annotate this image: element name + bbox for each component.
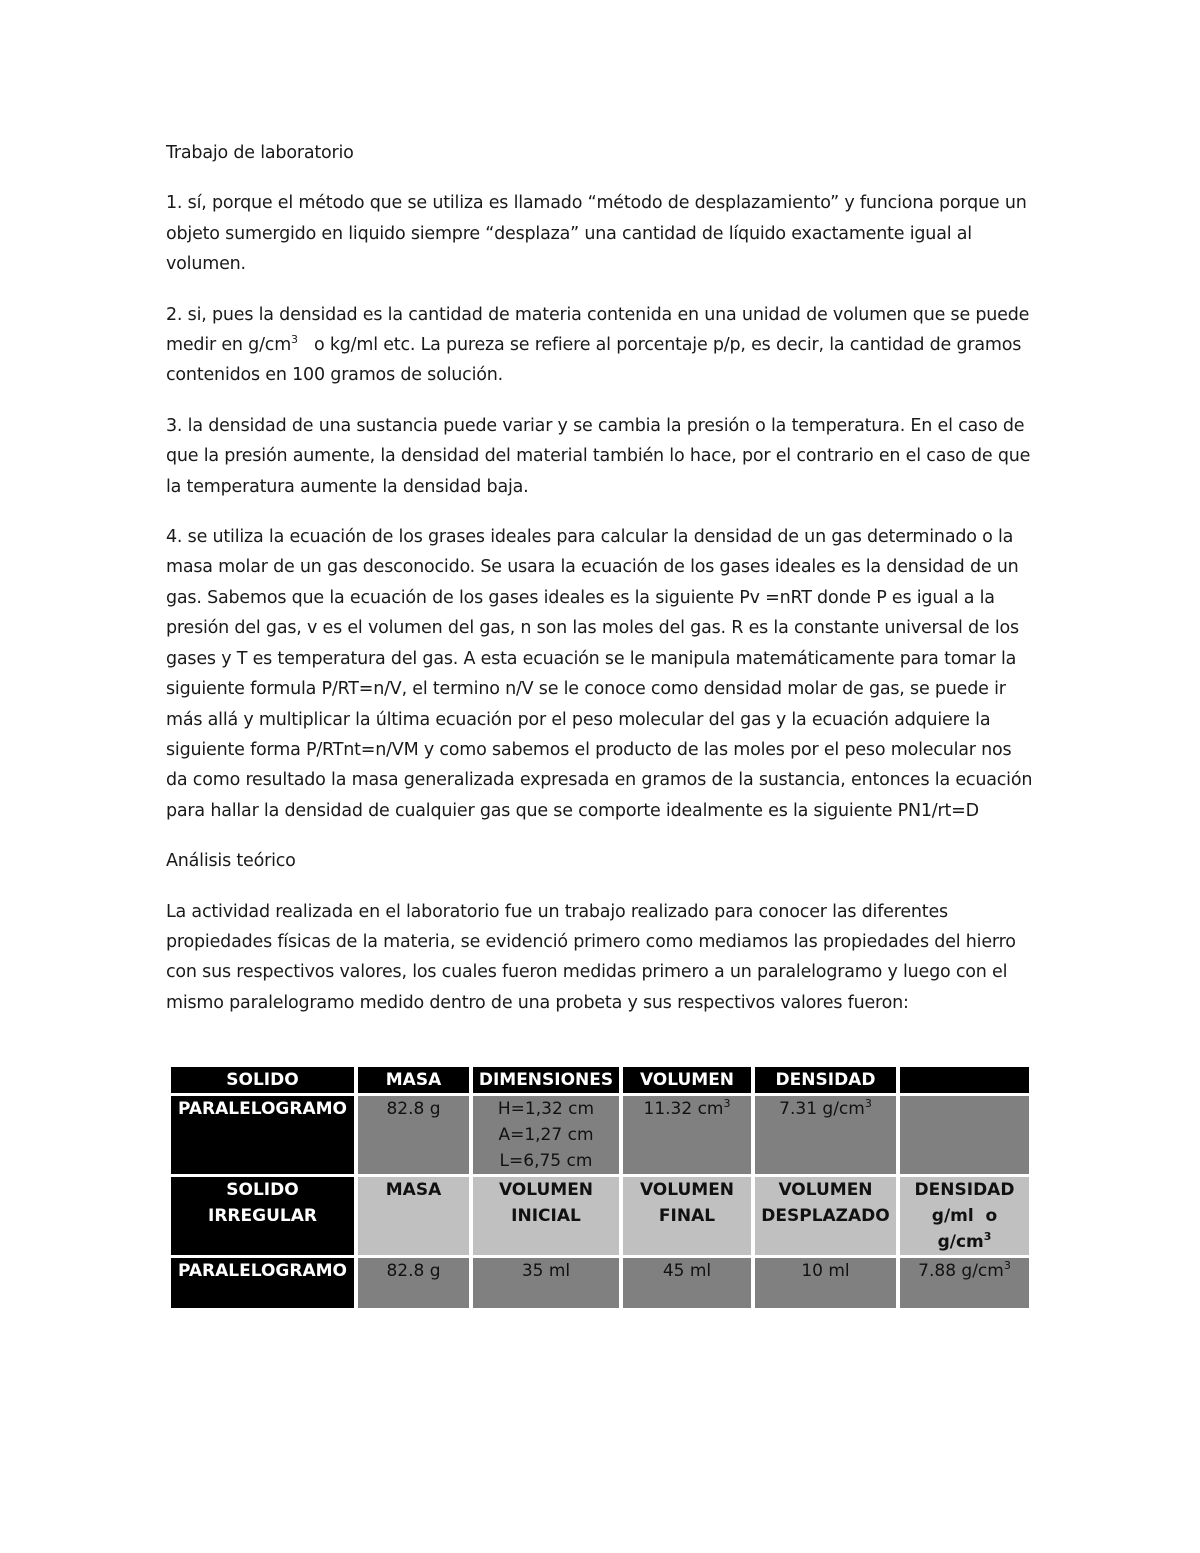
answer-2 — [166, 300, 1036, 391]
row1-name: PARALELOGRAMO — [171, 1096, 354, 1174]
subheader-vd-line1: VOLUMEN — [778, 1180, 873, 1200]
table-row — [171, 1096, 1029, 1174]
subheader-d-line2: g/ml o — [931, 1206, 998, 1226]
row2-volumen-final: 45 ml — [623, 1258, 751, 1308]
row2-name: PARALELOGRAMO — [171, 1258, 354, 1308]
row1-dim-h: H=1,32 cm — [497, 1099, 595, 1119]
document-body — [166, 138, 1036, 1038]
answer-4: 4. se utiliza la ecuación de los grases ideales para calcular la densidad de un gas determinado o la masa molar de un gas desconocido. Se usara la ecuación de los gases ideales es la densidad de un gas. Sabemos que la ecuación de los gases ideales es la siguiente Pv =nRT donde P es igual a la presión del gas, v es el volumen del gas, n son las moles del gas. R es la constante universal de los gases y T es temperatura del gas. A esta ecuación se le manipula matemáticamente para tomar la siguiente formula P/RT=n/V, el termino n/V se le conoce como densidad molar de gas, se puede ir más allá y multiplicar la última ecuación por el peso molecular del gas y la ecuación adquiere la siguiente forma P/RTnt=n/VM y como sabemos el producto de las moles por el peso molecular nos da como resultado la masa generalizada expresada en gramos de la sustancia, entonces la ecuación para hallar la densidad de cualquier gas que se comporte idealmente es la siguiente PN1/rt=D — [166, 527, 1033, 821]
row2-densidad-value: 7.88 g/cm — [918, 1261, 1004, 1281]
row1-masa: 82.8 g — [358, 1096, 469, 1174]
subheader-volumen-inicial — [473, 1177, 619, 1255]
row1-volumen-value: 11.32 cm — [643, 1099, 724, 1119]
subheader-solido-line1: SOLIDO — [226, 1180, 299, 1200]
answer-3: 3. la densidad de una sustancia puede variar y se cambia la presión o la temperatura. En el caso de que la presión aumente, la densidad del material también lo hace, por el contrario en el caso de que la temperatura aumente la densidad baja. — [166, 415, 1031, 497]
subheader-vf-line2: FINAL — [658, 1206, 716, 1226]
header-masa: MASA — [358, 1067, 469, 1093]
subheader-d-line1: DENSIDAD — [914, 1180, 1015, 1200]
subheader-volumen-desplazado — [755, 1177, 896, 1255]
row1-empty — [900, 1096, 1029, 1174]
answer-2-superscript: 3 — [291, 333, 298, 347]
answer-2-text-a: 2. si, pues la densidad es la cantidad de materia contenida en una unidad de volumen que se puede medir en g/cm — [166, 304, 1030, 356]
row1-densidad — [755, 1096, 896, 1174]
row2-densidad-sup: 3 — [1003, 1259, 1011, 1272]
subheader-d-sup: 3 — [983, 1230, 992, 1243]
header-densidad: DENSIDAD — [755, 1067, 896, 1093]
table-subheader-row — [171, 1177, 1029, 1255]
subheader-densidad — [900, 1177, 1029, 1255]
subheader-d-line3 — [902, 1229, 1027, 1255]
analysis-paragraph: La actividad realizada en el laboratorio fue un trabajo realizado para conocer las diferentes propiedades físicas de la materia, se evidenció primero como mediamos las propiedades del hierro con sus respectivos valores, los cuales fueron medidas primero a un paralelogramo y luego con el mismo paralelogramo medido dentro de una probeta y sus respectivos valores fueron: — [166, 901, 1016, 1013]
row2-densidad — [900, 1258, 1029, 1308]
subheader-vi-line1: VOLUMEN — [498, 1180, 594, 1200]
header-empty — [900, 1067, 1029, 1093]
row2-masa: 82.8 g — [358, 1258, 469, 1308]
row1-volumen — [623, 1096, 751, 1174]
answer-1: 1. sí, porque el método que se utiliza es llamado “método de desplazamiento” y funciona porque un objeto sumergido en liquido siempre “desplaza” una cantidad de líquido exactamente igual al volumen. — [166, 193, 1027, 275]
document-title: Trabajo de laboratorio — [166, 143, 354, 163]
results-table — [167, 1064, 1033, 1311]
subheader-solido-line2: IRREGULAR — [208, 1206, 317, 1226]
row1-densidad-value: 7.31 g/cm — [779, 1099, 865, 1119]
subheader-solido-irregular — [171, 1177, 354, 1255]
row1-dimensiones — [473, 1096, 619, 1174]
analysis-heading: Análisis teórico — [166, 851, 296, 872]
subheader-volumen-final — [623, 1177, 751, 1255]
table-header-row — [171, 1067, 1029, 1093]
subheader-masa: MASA — [358, 1177, 469, 1255]
row2-volumen-inicial: 35 ml — [473, 1258, 619, 1308]
row1-dim-l: L=6,75 cm — [499, 1151, 593, 1171]
subheader-d-unit: g/cm — [937, 1232, 984, 1252]
table-row — [171, 1258, 1029, 1308]
row1-densidad-sup: 3 — [864, 1097, 872, 1110]
header-solido: SOLIDO — [171, 1067, 354, 1093]
row1-volumen-sup: 3 — [723, 1097, 731, 1110]
subheader-vi-line2: INICIAL — [511, 1206, 581, 1226]
row1-dim-a: A=1,27 cm — [498, 1125, 594, 1145]
subheader-vd-line2: DESPLAZADO — [761, 1206, 890, 1226]
header-dimensiones: DIMENSIONES — [473, 1067, 619, 1093]
answer-2-text-b: o kg/ml etc. La pureza se refiere al porcentaje p/p, es decir, la cantidad de gramos contenidos en 100 gramos de solución. — [166, 335, 1027, 386]
subheader-vf-line1: VOLUMEN — [639, 1180, 735, 1200]
header-volumen: VOLUMEN — [623, 1067, 751, 1093]
row2-volumen-desplazado: 10 ml — [755, 1258, 896, 1308]
